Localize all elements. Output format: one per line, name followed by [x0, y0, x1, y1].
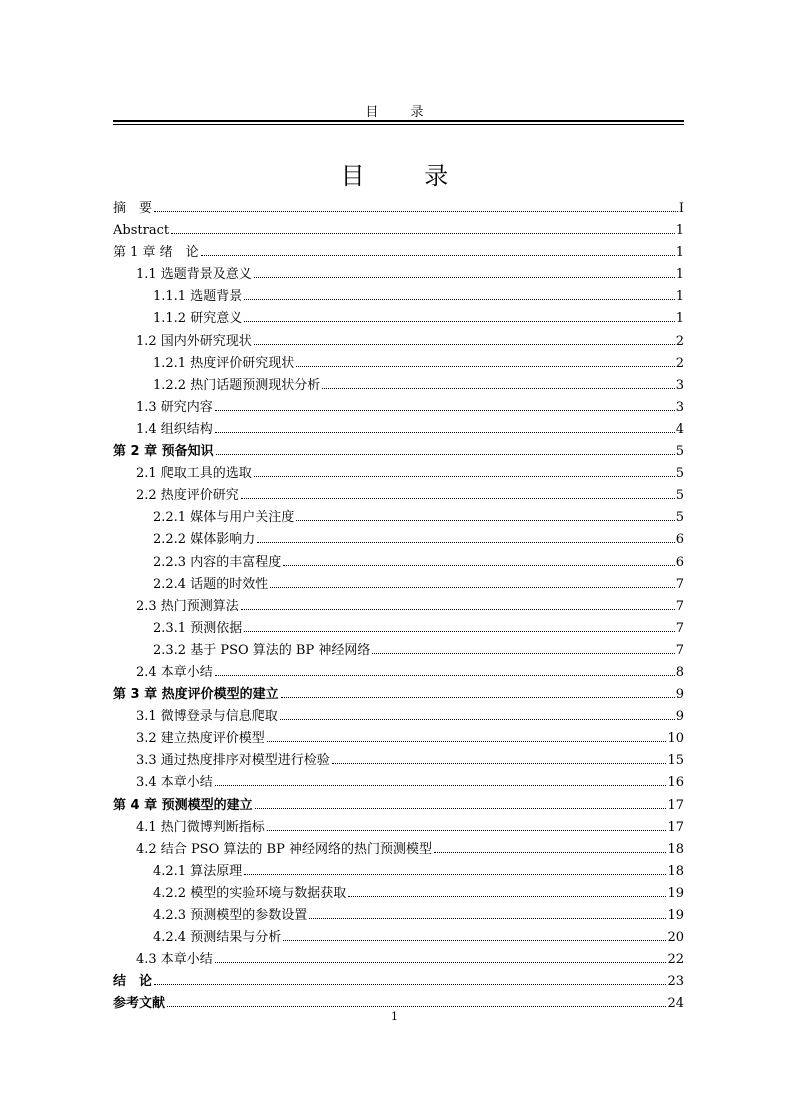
toc-entry-label: 第 2 章 预备知识 [113, 444, 214, 460]
toc-entry-label: 2.3.1 预测依据 [153, 620, 243, 636]
toc-entry[interactable] [113, 198, 684, 220]
header-rule-thick [113, 120, 684, 122]
dot-leader [296, 511, 675, 521]
toc-entry[interactable] [113, 574, 684, 596]
toc-entry[interactable] [113, 640, 684, 662]
dot-leader [280, 710, 675, 720]
toc-entry-page: 22 [667, 952, 684, 968]
toc-entry-page: 17 [667, 819, 684, 835]
dot-leader [244, 865, 666, 875]
dot-leader [283, 931, 666, 941]
toc-entry-label: 4.1 热门微博判断指标 [136, 819, 265, 835]
toc-entry-page: 2 [675, 333, 684, 349]
toc-entry-page: 19 [667, 908, 684, 923]
toc-entry[interactable] [113, 971, 684, 993]
toc-entry-label: 第 3 章 热度评价模型的建立 [113, 687, 279, 703]
dot-leader [215, 666, 675, 676]
toc-entry-label: 4.2 结合 PSO 算法的 BP 神经网络的热门预测模型 [136, 841, 432, 857]
toc-entry-label: 2.1 爬取工具的选取 [136, 466, 252, 482]
toc-entry-label: 2.2.1 媒体与用户关注度 [153, 510, 295, 526]
toc-entry[interactable] [113, 883, 684, 905]
toc-entry[interactable] [113, 242, 684, 264]
toc-title: 目 录 [340, 162, 475, 190]
toc-entry[interactable] [113, 463, 684, 485]
toc-entry[interactable] [113, 375, 684, 397]
toc-entry-page: 2 [675, 355, 684, 371]
toc-entry-page: 9 [675, 687, 684, 703]
toc-entry-page: 5 [675, 488, 684, 504]
dot-leader [281, 688, 675, 698]
toc-entry-label: 4.2.4 预测结果与分析 [153, 930, 282, 946]
toc-entry[interactable] [113, 927, 684, 949]
toc-entry-label: 1.2.2 热门话题预测现状分析 [153, 377, 321, 393]
toc-entry-label: 摘 要 [113, 201, 153, 216]
toc-entry-label: 2.4 本章小结 [136, 664, 213, 680]
toc-entry-label: 结 论 [113, 974, 153, 990]
toc-entry-page: 9 [675, 709, 684, 725]
toc-entry-page: 10 [667, 731, 684, 747]
toc-entry-page: 3 [675, 377, 684, 393]
toc-entry-label: 1.2.1 热度评价研究现状 [153, 355, 295, 371]
toc-entry-label: 4.2.2 模型的实验环境与数据获取 [153, 885, 347, 901]
toc-entry-label: 2.2.3 内容的丰富程度 [153, 554, 282, 570]
toc-entry-label: 1.4 组织结构 [136, 421, 213, 437]
dot-leader [254, 335, 675, 345]
toc-entry-label: 3.2 建立热度评价模型 [136, 731, 265, 747]
toc-entry-page: 4 [675, 421, 684, 437]
dot-leader [201, 246, 675, 256]
toc-entry-page: 7 [675, 642, 684, 658]
toc-entry-label: 第 1 章 绪 论 [113, 245, 199, 261]
toc-entry[interactable] [113, 220, 684, 242]
dot-leader [270, 578, 675, 588]
toc-entry-label: Abstract [113, 223, 170, 239]
toc-entry-page: 3 [675, 399, 684, 415]
toc-entry[interactable] [113, 529, 684, 551]
toc-entry-label: 2.3.2 基于 PSO 算法的 BP 神经网络 [153, 642, 371, 658]
toc-entry-page: 1 [675, 289, 684, 305]
toc-entry-page: 23 [667, 974, 684, 990]
toc-entry-page: 7 [675, 598, 684, 614]
dot-leader [244, 290, 675, 300]
toc-entry[interactable] [113, 419, 684, 441]
dot-leader [216, 445, 675, 455]
dot-leader [283, 556, 675, 566]
running-header: 目 录 [365, 105, 438, 120]
toc-entry[interactable] [113, 397, 684, 419]
dot-leader [434, 843, 667, 853]
toc-entry-label: 1.3 研究内容 [136, 399, 213, 415]
toc-entry[interactable] [113, 353, 684, 375]
dot-leader [255, 799, 667, 809]
toc-entry[interactable] [113, 596, 684, 618]
dot-leader [241, 600, 675, 610]
dot-leader [254, 467, 675, 477]
toc-entry[interactable] [113, 750, 684, 772]
dot-leader [296, 357, 675, 367]
toc-entry-page: 1 [675, 311, 684, 327]
toc-entry-label: 3.3 通过热度排序对模型进行检验 [136, 753, 330, 769]
toc-entry-page: 6 [675, 532, 684, 548]
toc-entry-label: 2.2.2 媒体影响力 [153, 532, 256, 548]
page-number: 1 [391, 1010, 398, 1023]
header-rule-thin [113, 124, 684, 125]
dot-leader [332, 754, 667, 764]
toc-entry[interactable] [113, 308, 684, 330]
toc-entry-page: 6 [675, 554, 684, 570]
toc-entry-label: 第 4 章 预测模型的建立 [113, 797, 253, 813]
dot-leader [244, 312, 675, 322]
toc-entry[interactable] [113, 861, 684, 883]
toc-entry-label: 1.2 国内外研究现状 [136, 333, 252, 349]
toc-entry[interactable] [113, 706, 684, 728]
dot-leader [257, 533, 675, 543]
dot-leader [154, 975, 666, 985]
dot-leader [171, 224, 675, 234]
toc-entry-label: 3.4 本章小结 [136, 775, 213, 791]
toc-entry[interactable] [113, 905, 684, 927]
dot-leader [215, 401, 675, 411]
toc-entry[interactable] [113, 618, 684, 640]
toc-entry[interactable] [113, 662, 684, 684]
toc-entry-page: 18 [667, 863, 684, 879]
toc-entry[interactable] [113, 949, 684, 971]
toc-entry[interactable] [113, 331, 684, 353]
toc-entry-page: 5 [675, 444, 684, 460]
toc-entry-page: 16 [667, 775, 684, 791]
toc-entry-label: 1.1.1 选题背景 [153, 289, 243, 305]
toc-entry-label: 4.2.1 算法原理 [153, 863, 243, 879]
toc-entry-page: 8 [675, 664, 684, 680]
dot-leader [309, 909, 666, 919]
toc-entry-page: 5 [675, 466, 684, 482]
dot-leader [167, 997, 666, 1007]
toc-entry-page: I [678, 201, 684, 216]
toc-entry-label: 4.3 本章小结 [136, 952, 213, 968]
toc-entry-page: 19 [667, 885, 684, 901]
toc-entry[interactable] [113, 817, 684, 839]
toc-entry-label: 2.2.4 话题的时效性 [153, 576, 269, 592]
dot-leader [215, 953, 667, 963]
toc-entry-page: 7 [675, 576, 684, 592]
dot-leader [267, 821, 667, 831]
toc-entry[interactable] [113, 839, 684, 861]
toc-entry-page: 17 [667, 797, 684, 813]
toc-entry[interactable] [113, 552, 684, 574]
toc-entry[interactable] [113, 286, 684, 308]
dot-leader [322, 379, 675, 389]
toc-entry[interactable] [113, 264, 684, 286]
dot-leader [241, 489, 675, 499]
toc-entry-label: 1.1.2 研究意义 [153, 311, 243, 327]
toc-entry-page: 1 [675, 267, 684, 283]
dot-leader [254, 268, 675, 278]
toc-entry[interactable] [113, 485, 684, 507]
toc-entry[interactable] [113, 507, 684, 529]
toc-entry-page: 5 [675, 510, 684, 526]
dot-leader [244, 622, 675, 632]
toc-entry-page: 15 [667, 753, 684, 769]
toc-entry[interactable] [113, 728, 684, 750]
toc-entry[interactable] [113, 441, 684, 463]
toc-entry-label: 1.1 选题背景及意义 [136, 267, 252, 283]
toc-entry-page: 1 [675, 245, 684, 261]
toc-entry-page: 24 [667, 996, 684, 1012]
dot-leader [267, 732, 667, 742]
dot-leader [154, 202, 678, 212]
toc-entry-label: 2.2 热度评价研究 [136, 488, 239, 504]
toc-entry-label: 3.1 微博登录与信息爬取 [136, 709, 278, 725]
toc-entry-page: 1 [675, 223, 684, 239]
toc-entry[interactable] [113, 684, 684, 706]
toc-entry-page: 20 [667, 930, 684, 946]
toc-entry[interactable] [113, 795, 684, 817]
dot-leader [372, 644, 674, 654]
toc-entry[interactable] [113, 772, 684, 794]
toc-entry-label: 2.3 热门预测算法 [136, 598, 239, 614]
table-of-contents [113, 198, 684, 1015]
dot-leader [215, 776, 667, 786]
dot-leader [215, 423, 675, 433]
toc-entry-page: 7 [675, 620, 684, 636]
toc-entry-label: 4.2.3 预测模型的参数设置 [153, 908, 308, 923]
toc-entry-page: 18 [667, 841, 684, 857]
toc-entry-label: 参考文献 [113, 996, 166, 1012]
dot-leader [348, 887, 666, 897]
